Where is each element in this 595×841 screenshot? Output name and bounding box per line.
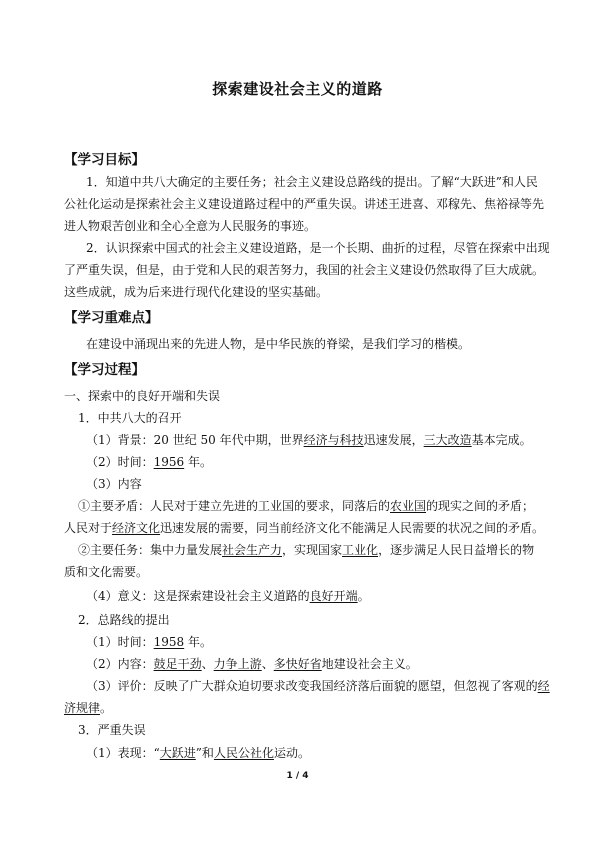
text: （1）时间： [86,635,154,649]
goals-line: 这些成就，成为后来进行现代化建设的坚实基础。 [64,285,329,299]
text: ①主要矛盾：人民对于建立先进的工业国的要求，同落后的 [78,499,391,513]
process-line [78,498,534,514]
text: （3）评价：反映了广大群众迫切要求改变我国经济落后面貌的愿望，但忽视了客观的 [86,679,538,693]
blank-answer: 人民公社化 [213,746,274,760]
text: 人民对于 [64,521,113,535]
process-subheading: 2．总路线的提出 [78,613,170,627]
key-points-text: 在建设中涌现出来的先进人物，是中华民族的脊梁，是我们学习的楷模。 [86,337,471,351]
process-line [86,432,532,448]
process-subheading: 3．严重失误 [78,723,146,737]
text: ，实现国家 [282,543,343,557]
process-line [86,454,212,470]
process-line [86,656,418,672]
section-heading-goals: 【学习目标】 [64,152,145,168]
blank-answer: 济规律 [64,701,101,715]
blank-answer: 农业国 [390,499,427,513]
text: ②主要任务：集中力量发展 [78,543,223,557]
process-line [64,700,112,716]
process-line [86,634,212,650]
process-line: 质和文化需要。 [64,565,149,579]
text: （1）表现：“ [86,746,160,760]
blank-answer: 力争上游 [213,657,262,671]
text: 基本完成。 [471,433,532,447]
text: 迅速发展， [363,433,424,447]
text: （1）背景：20 世纪 50 年代中期，世界 [86,433,304,447]
blank-answer: 鼓足干劲 [153,657,202,671]
goals-line: 公社化运动是探索社会主义建设道路过程中的严重失误。讲述王进喜、邓稼先、焦裕禄等先 [64,197,545,211]
text: 地建设社会主义。 [321,657,418,671]
process-heading-1: 一、探索中的良好开端和失误 [64,389,221,403]
blank-answer: 1956 [153,455,185,469]
page-number: 1 / 4 [286,771,309,781]
goals-line: 1．知道中共八大确定的主要任务；社会主义建设总路线的提出。了解“大跃进”和人民 [86,175,538,189]
page-title: 探索建设社会主义的道路 [212,80,383,98]
goals-line: 2．认识探索中国式的社会主义建设道路，是一个长期、曲折的过程，尽管在探索中出现 [86,241,550,255]
section-heading-process: 【学习过程】 [64,362,145,378]
goals-line: 进人物艰苦创业和全心全意为人民服务的事迹。 [64,219,317,233]
goals-line: 了严重失误，但是，由于党和人民的艰苦努力，我国的社会主义建设仍然取得了巨大成就。 [64,263,545,277]
blank-answer: 工业化 [342,543,379,557]
process-line [64,520,544,536]
text: 运动。 [273,746,310,760]
section-heading-key-points: 【学习重难点】 [64,310,159,326]
process-line [78,542,534,558]
text: ”和 [195,746,214,760]
blank-answer: 经济文化 [112,521,161,535]
text: （4）意义：这是探索建设社会主义道路的 [86,589,310,603]
blank-answer: 经 [537,679,550,693]
blank-answer: 经济与科技 [303,433,364,447]
text: 年。 [184,455,213,469]
text: （2）时间： [86,455,154,469]
process-line [86,745,310,761]
text: 、 [201,657,214,671]
text: 。 [100,701,113,715]
blank-answer: 大跃进 [159,746,196,760]
blank-answer: 多快好省 [273,657,322,671]
process-line: （3）内容 [86,477,142,491]
text: 、 [261,657,274,671]
blank-answer: 1958 [153,635,185,649]
blank-answer: 良好开端 [309,589,358,603]
text: ，逐步满足人民日益增长的物 [378,543,535,557]
text: 的现实之间的矛盾； [426,499,535,513]
blank-answer: 社会生产力 [222,543,283,557]
text: 迅速发展的需要，同当前经济文化不能满足人民需要的状况之间的矛盾。 [160,521,545,535]
process-subheading: 1．中共八大的召开 [78,411,182,425]
process-line [86,678,550,694]
process-line [86,588,370,604]
text: 。 [357,589,370,603]
text: 年。 [184,635,213,649]
text: （2）内容： [86,657,154,671]
blank-answer: 三大改造 [423,433,472,447]
